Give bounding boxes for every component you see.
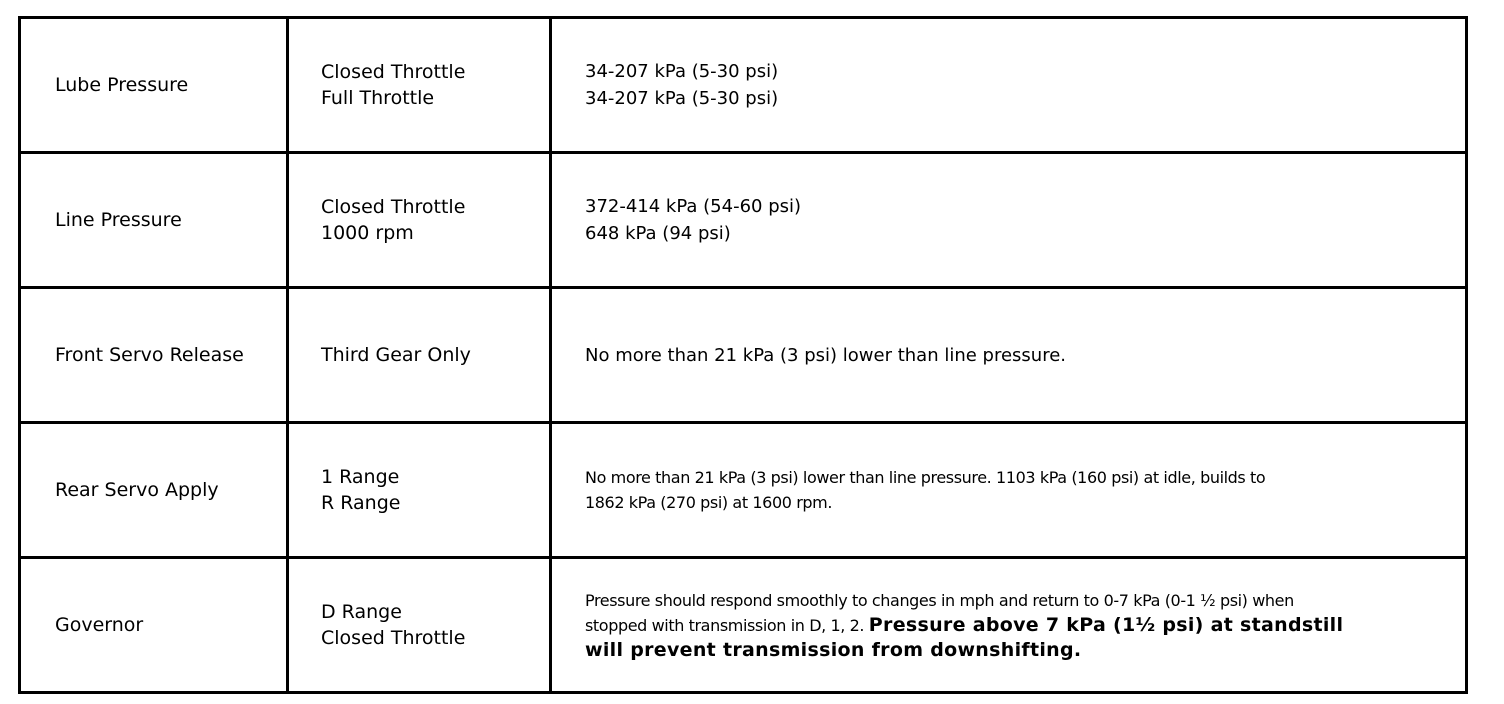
condition-cell	[288, 423, 551, 558]
spec-line: 34-207 kPa (5-30 psi)	[585, 61, 779, 82]
table-row-governor	[20, 558, 1467, 693]
spec-line-with-warning	[585, 613, 1435, 638]
condition-line: 1 Range	[321, 466, 400, 488]
warning-text: Pressure above 7 kPa (1½ psi) at standstill	[868, 613, 1344, 636]
spec-cell	[551, 18, 1467, 153]
condition-cell	[288, 153, 551, 288]
spec-cell	[551, 153, 1467, 288]
table-row-rear-servo-apply	[20, 423, 1467, 558]
table-row-line-pressure	[20, 153, 1467, 288]
component-cell: Lube Pressure	[20, 18, 288, 153]
spec-line: 1862 kPa (270 psi) at 1600 rpm.	[585, 493, 832, 512]
pressure-spec-table	[18, 16, 1468, 694]
condition-line: D Range	[321, 601, 402, 623]
spec-cell	[551, 558, 1467, 693]
spec-line: Pressure should respond smoothly to changes in mph and return to 0-7 kPa (0-1 ½ psi) when	[585, 590, 1294, 610]
component-cell: Rear Servo Apply	[20, 423, 288, 558]
spec-line: 34-207 kPa (5-30 psi)	[585, 88, 779, 109]
component-cell: Governor	[20, 558, 288, 693]
spec-line: No more than 21 kPa (3 psi) lower than line pressure. 1103 kPa (160 psi) at idle, builds to	[585, 468, 1266, 487]
component-cell: Line Pressure	[20, 153, 288, 288]
spec-line: 372-414 kPa (54-60 psi)	[585, 196, 802, 217]
condition-line: Closed Throttle	[321, 627, 466, 649]
condition-line: Full Throttle	[321, 87, 435, 109]
condition-line: Closed Throttle	[321, 61, 466, 83]
condition-line: Third Gear Only	[321, 344, 471, 366]
component-cell: Front Servo Release	[20, 288, 288, 423]
spec-text: stopped with transmission in D, 1, 2.	[585, 615, 865, 635]
condition-cell	[288, 18, 551, 153]
condition-cell	[288, 288, 551, 423]
warning-text-continued: will prevent transmission from downshifting.	[585, 638, 1082, 661]
condition-line: R Range	[321, 492, 401, 514]
spec-cell	[551, 423, 1467, 558]
condition-cell	[288, 558, 551, 693]
spec-cell	[551, 288, 1467, 423]
table-row-lube-pressure	[20, 18, 1467, 153]
condition-line: 1000 rpm	[321, 222, 414, 244]
table-row-front-servo-release	[20, 288, 1467, 423]
spec-line: 648 kPa (94 psi)	[585, 223, 731, 244]
condition-line: Closed Throttle	[321, 196, 466, 218]
spec-line: No more than 21 kPa (3 psi) lower than line pressure.	[585, 344, 1066, 366]
